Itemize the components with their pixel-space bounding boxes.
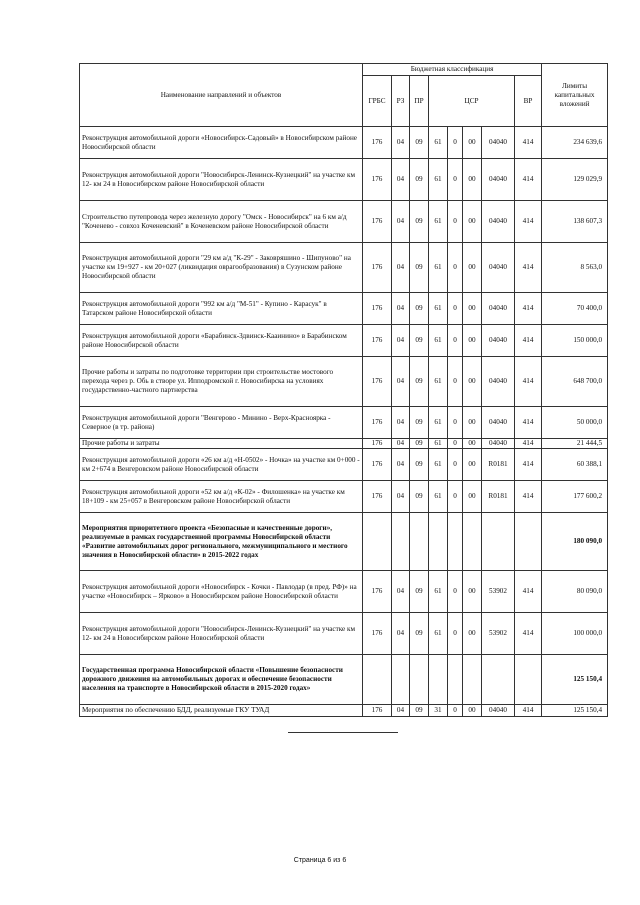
row-csr-4 <box>482 655 515 705</box>
row-amount: 648 700,0 <box>542 357 608 407</box>
row-csr-1: 61 <box>429 159 448 201</box>
row-csr-4: 04040 <box>482 201 515 243</box>
row-amount: 70 400,0 <box>542 293 608 325</box>
row-csr-4: 04040 <box>482 243 515 293</box>
row-vr: 414 <box>515 293 542 325</box>
row-grbs: 176 <box>363 159 392 201</box>
row-pr: 09 <box>410 613 429 655</box>
table-row <box>80 127 608 159</box>
row-vr: 414 <box>515 449 542 481</box>
row-rz <box>392 655 410 705</box>
row-rz: 04 <box>392 357 410 407</box>
row-pr: 09 <box>410 243 429 293</box>
row-name: Мероприятия приоритетного проекта «Безопасные и качественные дороги», реализуемые в рамках государственной программы Новосибирской области «Развитие автомобильных дорог регионального, межмуниципального и местного значения в Новосибирской области» в 2015-2022 годах <box>80 513 363 571</box>
header-vr: ВР <box>515 76 542 127</box>
row-csr-4: 04040 <box>482 705 515 717</box>
row-csr-1: 61 <box>429 243 448 293</box>
row-csr-2: 0 <box>448 201 463 243</box>
row-csr-3: 00 <box>463 357 482 407</box>
row-grbs <box>363 513 392 571</box>
row-name: Реконструкция автомобильной дороги «52 км а/д «К-02» - Филошенка» на участке км 18+109 - км 25+057 в Венгеровском районе Новосибирской области <box>80 481 363 513</box>
row-amount: 50 000,0 <box>542 407 608 439</box>
table-body <box>80 127 608 717</box>
row-amount: 177 600,2 <box>542 481 608 513</box>
row-vr: 414 <box>515 571 542 613</box>
row-grbs: 176 <box>363 571 392 613</box>
row-csr-1: 61 <box>429 293 448 325</box>
row-csr-4: 53902 <box>482 571 515 613</box>
row-csr-3 <box>463 655 482 705</box>
row-grbs: 176 <box>363 201 392 243</box>
row-csr-3: 00 <box>463 481 482 513</box>
table-row <box>80 293 608 325</box>
row-csr-1 <box>429 513 448 571</box>
row-csr-1: 61 <box>429 127 448 159</box>
row-rz: 04 <box>392 293 410 325</box>
row-csr-3: 00 <box>463 449 482 481</box>
table-row <box>80 513 608 571</box>
table-row <box>80 655 608 705</box>
row-name: Реконструкция автомобильной дороги «Барабинск-Здвинск-Кааинино» в Барабинском районе Новосибирской области <box>80 325 363 357</box>
row-csr-4: 53902 <box>482 613 515 655</box>
row-vr: 414 <box>515 439 542 449</box>
row-vr <box>515 513 542 571</box>
row-csr-3: 00 <box>463 613 482 655</box>
row-csr-4: 04040 <box>482 293 515 325</box>
row-amount: 138 607,3 <box>542 201 608 243</box>
row-pr: 09 <box>410 293 429 325</box>
row-csr-3: 00 <box>463 571 482 613</box>
row-csr-4: R0181 <box>482 449 515 481</box>
row-name: Строительство путепровода через железную дорогу "Омск - Новосибирск" на 6 км а/д "Коченево - совхоз Коченевский" в Коченевском районе Новосибирской области <box>80 201 363 243</box>
row-csr-2 <box>448 655 463 705</box>
budget-table-wrapper <box>79 63 607 717</box>
row-vr: 414 <box>515 201 542 243</box>
row-csr-1: 61 <box>429 481 448 513</box>
row-csr-2: 0 <box>448 613 463 655</box>
row-csr-3: 00 <box>463 243 482 293</box>
row-pr: 09 <box>410 407 429 439</box>
row-vr: 414 <box>515 325 542 357</box>
row-vr: 414 <box>515 613 542 655</box>
row-csr-4: 04040 <box>482 439 515 449</box>
row-name: Мероприятия по обеспечению БДД, реализуемые ГКУ ТУАД <box>80 705 363 717</box>
row-vr: 414 <box>515 481 542 513</box>
row-csr-2: 0 <box>448 449 463 481</box>
row-csr-3: 00 <box>463 127 482 159</box>
row-amount: 8 563,0 <box>542 243 608 293</box>
row-amount: 80 090,0 <box>542 571 608 613</box>
row-amount: 125 150,4 <box>542 655 608 705</box>
table-row <box>80 481 608 513</box>
row-pr: 09 <box>410 325 429 357</box>
row-amount: 100 000,0 <box>542 613 608 655</box>
row-csr-3: 00 <box>463 407 482 439</box>
row-csr-2: 0 <box>448 481 463 513</box>
row-name: Прочие работы и затраты по подготовке территории при строительстве мостового перехода через р. Обь в створе ул. Ипподромской г. Новосибирска на условиях государственно-частного партнерства <box>80 357 363 407</box>
row-csr-2: 0 <box>448 243 463 293</box>
row-name: Реконструкция автомобильной дороги "Венгерово - Минино - Верх-Красноярка - Северное (в тр. района) <box>80 407 363 439</box>
row-rz: 04 <box>392 449 410 481</box>
row-csr-4: 04040 <box>482 407 515 439</box>
row-csr-2: 0 <box>448 127 463 159</box>
row-rz: 04 <box>392 407 410 439</box>
row-csr-1: 61 <box>429 407 448 439</box>
row-grbs: 176 <box>363 357 392 407</box>
row-csr-2: 0 <box>448 293 463 325</box>
row-name: Реконструкция автомобильной дороги «Новосибирск-Садовый» в Новосибирском районе Новосибирской области <box>80 127 363 159</box>
row-rz: 04 <box>392 159 410 201</box>
row-grbs: 176 <box>363 439 392 449</box>
row-name: Прочие работы и затраты <box>80 439 363 449</box>
row-csr-2 <box>448 513 463 571</box>
row-csr-3: 00 <box>463 325 482 357</box>
row-grbs <box>363 655 392 705</box>
row-csr-4: 04040 <box>482 357 515 407</box>
row-csr-4: 04040 <box>482 325 515 357</box>
table-row <box>80 439 608 449</box>
row-csr-1: 61 <box>429 201 448 243</box>
row-grbs: 176 <box>363 243 392 293</box>
row-csr-1: 61 <box>429 357 448 407</box>
row-csr-4: 04040 <box>482 159 515 201</box>
header-budget-classification: Бюджетная классификация <box>363 64 542 76</box>
row-rz: 04 <box>392 613 410 655</box>
row-name: Реконструкция автомобильной дороги "29 км а/д "К-29" - Заковряшино - Шипуново" на участке км 19+927 - км 20+027 (ликвидация оврагообразования) в Сузунском районе Новосибирской области <box>80 243 363 293</box>
row-grbs: 176 <box>363 613 392 655</box>
page-footer: Страница 6 из 6 <box>293 857 347 864</box>
table-row <box>80 613 608 655</box>
row-rz: 04 <box>392 127 410 159</box>
row-grbs: 176 <box>363 705 392 717</box>
row-csr-1 <box>429 655 448 705</box>
row-pr: 09 <box>410 357 429 407</box>
header-limits: Лимиты капитальных вложений <box>542 64 608 127</box>
header-name-column: Наименование направлений и объектов <box>80 64 363 127</box>
row-csr-3: 00 <box>463 201 482 243</box>
row-name: Реконструкция автомобильной дороги «26 км а/д «Н-0502» - Ночка» на участке км 0+000 - км 2+674 в Венгеровском районе Новосибирской области <box>80 449 363 481</box>
row-pr <box>410 513 429 571</box>
table-row <box>80 407 608 439</box>
row-vr: 414 <box>515 127 542 159</box>
row-pr: 09 <box>410 571 429 613</box>
row-rz: 04 <box>392 571 410 613</box>
row-csr-1: 61 <box>429 439 448 449</box>
header-csr: ЦСР <box>429 76 515 127</box>
row-csr-3 <box>463 513 482 571</box>
row-csr-3: 00 <box>463 439 482 449</box>
row-name: Реконструкция автомобильной дороги "Новосибирск-Ленинск-Кузнецкий" на участке км 12- км 24 в Новосибирском районе Новосибирской области <box>80 613 363 655</box>
row-grbs: 176 <box>363 449 392 481</box>
row-pr: 09 <box>410 481 429 513</box>
row-csr-3: 00 <box>463 705 482 717</box>
row-vr <box>515 655 542 705</box>
row-csr-2: 0 <box>448 439 463 449</box>
row-pr: 09 <box>410 439 429 449</box>
row-rz: 04 <box>392 439 410 449</box>
row-name: Реконструкция автомобильной дороги "992 км а/д "М-51" - Купино - Карасук" в Татарском районе Новосибирской области <box>80 293 363 325</box>
table-row <box>80 357 608 407</box>
row-rz: 04 <box>392 481 410 513</box>
table-row <box>80 201 608 243</box>
row-pr: 09 <box>410 449 429 481</box>
row-grbs: 176 <box>363 293 392 325</box>
row-csr-2: 0 <box>448 357 463 407</box>
row-pr: 09 <box>410 201 429 243</box>
row-name: Реконструкция автомобильной дороги "Новосибирск-Ленинск-Кузнецкий" на участке км 12- км 24 в Новосибирском районе Новосибирской области <box>80 159 363 201</box>
row-rz: 04 <box>392 705 410 717</box>
row-csr-1: 61 <box>429 449 448 481</box>
row-amount: 150 000,0 <box>542 325 608 357</box>
header-rz: РЗ <box>392 76 410 127</box>
row-csr-2: 0 <box>448 571 463 613</box>
row-csr-1: 61 <box>429 613 448 655</box>
row-csr-2: 0 <box>448 407 463 439</box>
row-csr-4 <box>482 513 515 571</box>
budget-table <box>79 63 608 717</box>
row-pr: 09 <box>410 159 429 201</box>
row-grbs: 176 <box>363 325 392 357</box>
row-pr: 09 <box>410 705 429 717</box>
row-amount: 129 029,9 <box>542 159 608 201</box>
row-pr: 09 <box>410 127 429 159</box>
separator-line <box>288 732 398 733</box>
table-row <box>80 705 608 717</box>
row-rz: 04 <box>392 201 410 243</box>
row-amount: 234 639,6 <box>542 127 608 159</box>
header-pr: ПР <box>410 76 429 127</box>
row-csr-4: 04040 <box>482 127 515 159</box>
row-grbs: 176 <box>363 407 392 439</box>
row-vr: 414 <box>515 705 542 717</box>
table-row <box>80 159 608 201</box>
row-vr: 414 <box>515 357 542 407</box>
row-amount: 125 150,4 <box>542 705 608 717</box>
table-row <box>80 571 608 613</box>
row-vr: 414 <box>515 243 542 293</box>
row-pr <box>410 655 429 705</box>
table-row <box>80 243 608 293</box>
row-rz: 04 <box>392 325 410 357</box>
row-rz: 04 <box>392 243 410 293</box>
row-csr-1: 61 <box>429 325 448 357</box>
row-vr: 414 <box>515 159 542 201</box>
row-amount: 60 388,1 <box>542 449 608 481</box>
header-grbs: ГРБС <box>363 76 392 127</box>
row-csr-1: 61 <box>429 571 448 613</box>
row-grbs: 176 <box>363 127 392 159</box>
row-name: Государственная программа Новосибирской области «Повышение безопасности дорожного движения на автомобильных дорогах и обеспечение безопасности населения на транспорте в Новосибирской области в 2015-2020 годах» <box>80 655 363 705</box>
row-csr-1: 31 <box>429 705 448 717</box>
row-csr-3: 00 <box>463 293 482 325</box>
table-row <box>80 449 608 481</box>
row-rz <box>392 513 410 571</box>
row-grbs: 176 <box>363 481 392 513</box>
row-name: Реконструкция автомобильной дороги «Новосибирск - Кочки - Павлодар (в пред. РФ)» на участке «Новосибирск – Ярково» в Новосибирском районе Новосибирской области <box>80 571 363 613</box>
row-vr: 414 <box>515 407 542 439</box>
row-csr-3: 00 <box>463 159 482 201</box>
row-amount: 21 444,5 <box>542 439 608 449</box>
row-csr-4: R0181 <box>482 481 515 513</box>
row-amount: 180 090,0 <box>542 513 608 571</box>
row-csr-2: 0 <box>448 705 463 717</box>
table-row <box>80 325 608 357</box>
row-csr-2: 0 <box>448 159 463 201</box>
row-csr-2: 0 <box>448 325 463 357</box>
